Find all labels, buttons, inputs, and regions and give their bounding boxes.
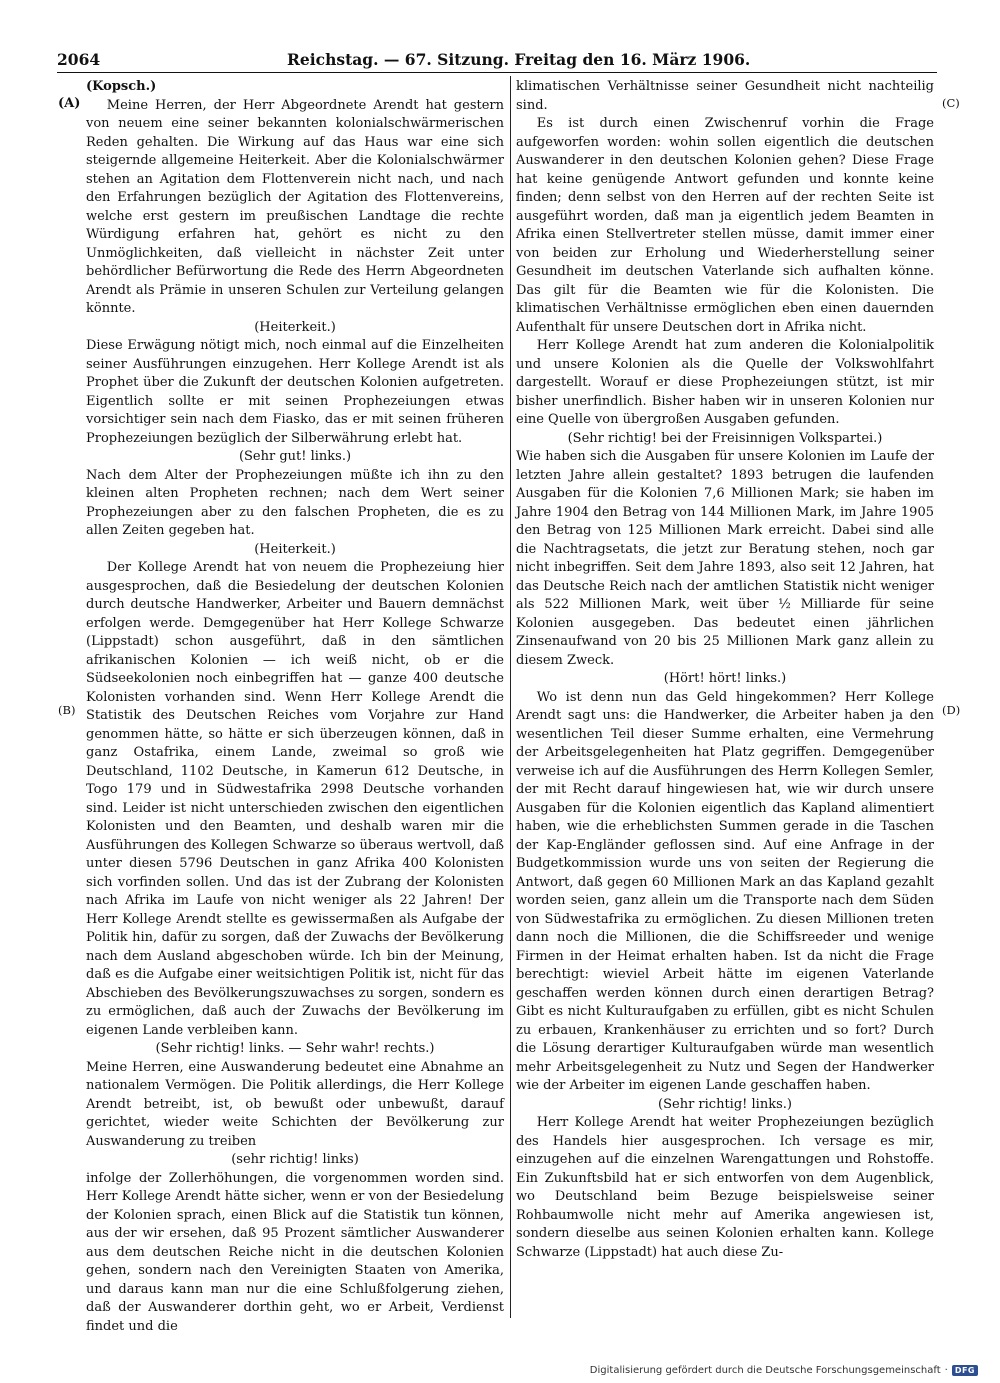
paragraph: infolge der Zollerhöhungen, die vorgenommen worden sind. Herr Kollege Arendt hätte sicher, wenn er von der Besiedelung der Kolonien sprach, einen Blick auf die Statistik tun können, aus der wir ersehen, daß 95 Prozent sämtlicher Auswanderer aus dem deutschen Reiche nicht in die deutschen Kolonien gehen, sondern nach den Vereinigten Staaten von Amerika, und daraus kann man nur die eine Schlußfolgerung ziehen, daß der Auswanderer dorthin geht, wo er Arbeit, Verdienst findet und die (86, 1170, 504, 1334)
paragraph: Meine Herren, der Herr Abgeordnete Arendt hat gestern von neuem eine seiner bekannten kolonialschwärmerischen Reden gehalten. Die Wirkung auf das Haus war eine sich steigernde allgemeine Heiterkeit. Aber die Kolonialschwärmer stehen an Agitation dem Flottenverein nicht nach, und nach den Erfahrungen bezüglich der Agitation des Flottenvereins, welche erst gestern im preußischen Landtage die rechte Würdigung erfahren hat, gehört es nicht zu den Unmöglichkeiten, daß vielleicht in nächster Zeit unter behördlicher Befürwortung die Rede des Herrn Abgeordneten Arendt als Prämie in unseren Schulen zur Verteilung gelangen könnte. (86, 97, 504, 316)
paragraph: klimatischen Verhältnisse seiner Gesundheit nicht nachteilig sind. (516, 79, 934, 113)
header-rule (57, 72, 937, 73)
interjection: (sehr richtig! links) (231, 1152, 359, 1167)
column-divider (510, 76, 511, 1318)
dfg-logo: DFG (952, 1365, 978, 1376)
interjection: (Sehr richtig! links. — Sehr wahr! rechts.) (155, 1041, 435, 1056)
interjection: (Hört! hört! links.) (663, 671, 787, 686)
margin-marker-d: (D) (942, 703, 961, 717)
paragraph: Der Kollege Arendt hat von neuem die Prophezeiung hier ausgesprochen, daß die Besiedelung der deutschen Kolonien durch deutsche Handwerker, Arbeiter und Bauern demnächst erfolgen werde. Demgegenüber hat Herr Kollege Schwarze (Lippstadt) schon ausgeführt, daß in den sämtlichen afrikanischen Kolonien — ich weiß nicht, ob er die Südseekolonien noch einbegriffen hat — ganze 400 deutsche Kolonisten vorhanden sind. Wenn Herr Kollege Arendt die Statistik des Deutschen Reiches vom Vorjahre zur Hand genommen hätte, so hätte er sich überzeugen können, daß in ganz Ostafrika, einem Lande, zweimal so groß wie Deutschland, 1102 Deutsche, in Kamerun 612 Deutsche, in Togo 179 und in Südwestafrika 2998 Deutsche vorhanden sind. Leider ist nicht unterschieden zwischen den eigentlichen Kolonisten und den Beamten, und deshalb waren mir die Ausführungen des Kollegen Schwarze so überaus wertvoll, daß unter diesen 5796 Deutschen in ganz Afrika 400 Kolonisten sich vorfinden sollen. Und das ist der Zubrang der Kolonisten nach Afrika im Laufe von nicht weniger als 22 Jahren! Der Herr Kollege Arendt stellte es gewissermaßen als Aufgabe der Politik hin, dafür zu sorgen, daß der Zuwachs der Bevölkerung nach dem Ausland abgeschoben würde. Ich bin der Meinung, daß es die Aufgabe einer weitsichtigen Politik ist, nicht für das Abschieben des Bevölkerungszuwachses zu sorgen, sondern es zu ermöglichen, daß auch der Zuwachs der Bevölkerung im eigenen Lande verbleiben kann. (86, 560, 504, 1038)
footer-credit: Digitalisierung gefördert durch die Deutsche Forschungsgemeinschaft · DFG (590, 1363, 978, 1377)
interjection: (Sehr richtig! bei der Freisinnigen Volkspartei.) (567, 430, 883, 446)
left-text-column (86, 78, 504, 1334)
speaker-name: (Kopsch.) (86, 79, 157, 94)
margin-marker-a: (A) (58, 96, 81, 111)
paragraph: Meine Herren, eine Auswanderung bedeutet eine Abnahme an nationalem Vermögen. Die Politik allerdings, die Herr Kollege Arendt betreibt, ist, ob bewußt oder unbewußt, darauf gerichtet, wieder weite Schichten der Bevölkerung zur Auswanderung zu treiben (86, 1059, 504, 1149)
paragraph: Wie haben sich die Ausgaben für unsere Kolonien im Laufe der letzten Jahre allein gestaltet? 1893 betrugen die laufenden Ausgaben für die Kolonien 7,6 Millionen Mark; sie haben im Jahre 1904 den Betrag von 144 Millionen Mark, im Jahre 1905 den Betrag von 125 Millionen Mark erreicht. Dabei sind alle die Nachtragsetats, die jetzt zur Beratung stehen, noch gar nicht inbegriffen. Seit dem Jahre 1893, also seit 12 Jahren, hat das Deutsche Reich nach der amtlichen Statistik nicht weniger als 522 Millionen Mark, weit über ½ Milliarde für seine Kolonien ausgegeben. Das bedeutet einen jährlichen Zinsenaufwand von 20 bis 25 Millionen Mark ganz allein zu diesem Zweck. (516, 449, 934, 668)
paragraph: Es ist durch einen Zwischenruf vorhin die Frage aufgeworfen worden: wohin sollen eigentlich die deutschen Auswanderer in den deutschen Kolonien gehen? Diese Frage hat keine genügende Antwort gefunden und konnte keine finden; denn selbst von den Herren auf der rechten Seite ist ausgeführt worden, daß man ja eigentlich jedem Beamten in Afrika einen Stellvertreter stellen müsse, damit immer einer von beiden zur Erholung und Wiederherstellung seiner Gesundheit im deutschen Vaterlande sich aufhalten könne. Das gilt für die Beamten wie für die Kolonisten. Die klimatischen Verhältnisse ermöglichen eben einen dauernden Aufenthalt für unsere Deutschen dort in Afrika nicht. (516, 116, 934, 335)
interjection: (Sehr gut! links.) (238, 449, 352, 464)
running-header (57, 46, 937, 74)
paragraph: Herr Kollege Arendt hat zum anderen die Kolonialpolitik und unsere Kolonien als die Quelle der Volkswohlfahrt dargestellt. Worauf er diese Prophezeiungen stützt, ist mir bisher unerfindlich. Bisher haben wir in unseren Kolonien nur eine Quelle von übergroßen Ausgaben gefunden. (516, 338, 934, 427)
margin-marker-b: (B) (58, 703, 76, 717)
paragraph: Diese Erwägung nötigt mich, noch einmal auf die Einzelheiten seiner Ausführungen einzugehen. Herr Kollege Arendt ist als Prophet über die Zukunft der deutschen Kolonien aufgetreten. Eigentlich sollte er mit seinen Prophezeiungen etwas vorsichtiger sein nach dem Fiasko, das er mit seinen früheren Prophezeiungen bezüglich der Silberwährung erlebt hat. (86, 338, 504, 446)
footer-text: Digitalisierung gefördert durch die Deutsche Forschungsgemeinschaft (589, 1364, 941, 1376)
right-text-column (516, 78, 934, 1318)
running-title: Reichstag. — 67. Sitzung. Freitag den 16. März 1906. (287, 50, 751, 69)
margin-marker-c: (C) (942, 96, 960, 110)
interjection: (Sehr richtig! links.) (658, 1096, 792, 1112)
paragraph: Wo ist denn nun das Geld hingekommen? Herr Kollege Arendt sagt uns: die Handwerker, die Arbeiter haben ja den wesentlichen Teil dieser Summe erhalten, eine Vermehrung der Arbeitsgelegenheiten hat Platz gegriffen. Demgegenüber verweise ich auf die Ausführungen des Herrn Kollegen Semler, der mit Recht darauf hingewiesen hat, wie wir durch unsere Ausgaben für die Kolonien eigentlich das Kapland alimentiert haben, wie die erheblichsten Summen gerade in die Taschen der Kap-Engländer geflossen sind. Auf eine Anfrage in der Budgetkommission wurde uns von seiten der Regierung die Antwort, daß gegen 60 Millionen Mark an das Kapland gezahlt worden seien, ganz allein um die Transporte nach dem Süden von Südwestafrika zu ermöglichen. Zu diesen Millionen treten dann noch die Millionen, die die Schiffsreeder und wenige Firmen in der Heimat erhalten haben. Ist da nicht die Frage berechtigt: wieviel Arbeit hätte im eigenen Vaterlande geschaffen werden können durch einen derartigen Betrag? Gibt es nicht Kulturaufgaben zu erfüllen, gibt es nicht Schulen zu erbauen, Krankenhäuser zu errichten und so fort? Durch die Lösung derartiger Kulturaufgaben würde man wesentlich mehr Arbeitsgelegenheit zu Nutz und Segen der Handwerker wie der Arbeiter im eigenen Lande geschaffen haben. (516, 689, 934, 1093)
paragraph: Nach dem Alter der Prophezeiungen müßte ich ihn zu den kleinen alten Propheten rechnen; nach dem Wert seiner Prophezeiungen aber zu den falschen Propheten, die es zu allen Zeiten gegeben hat. (86, 467, 504, 538)
page-number: 2064 (57, 50, 101, 69)
paragraph: Herr Kollege Arendt hat weiter Prophezeiungen bezüglich des Handels hier ausgesprochen. Ich versage es mir, einzugehen auf die einzelnen Warengattungen und Rohstoffe. Ein Zukunftsbild hat er sich entworfen von dem Augenblick, wo Deutschland beim Bezuge beispielsweise seiner Rohbaumwolle nicht mehr auf Amerika angewiesen ist, sondern dieselbe aus seinen Kolonien erhalten kann. Kollege Schwarze (Lippstadt) hat auch diese Zu- (516, 1115, 934, 1260)
interjection: (Heiterkeit.) (254, 319, 336, 335)
interjection: (Heiterkeit.) (254, 541, 336, 557)
